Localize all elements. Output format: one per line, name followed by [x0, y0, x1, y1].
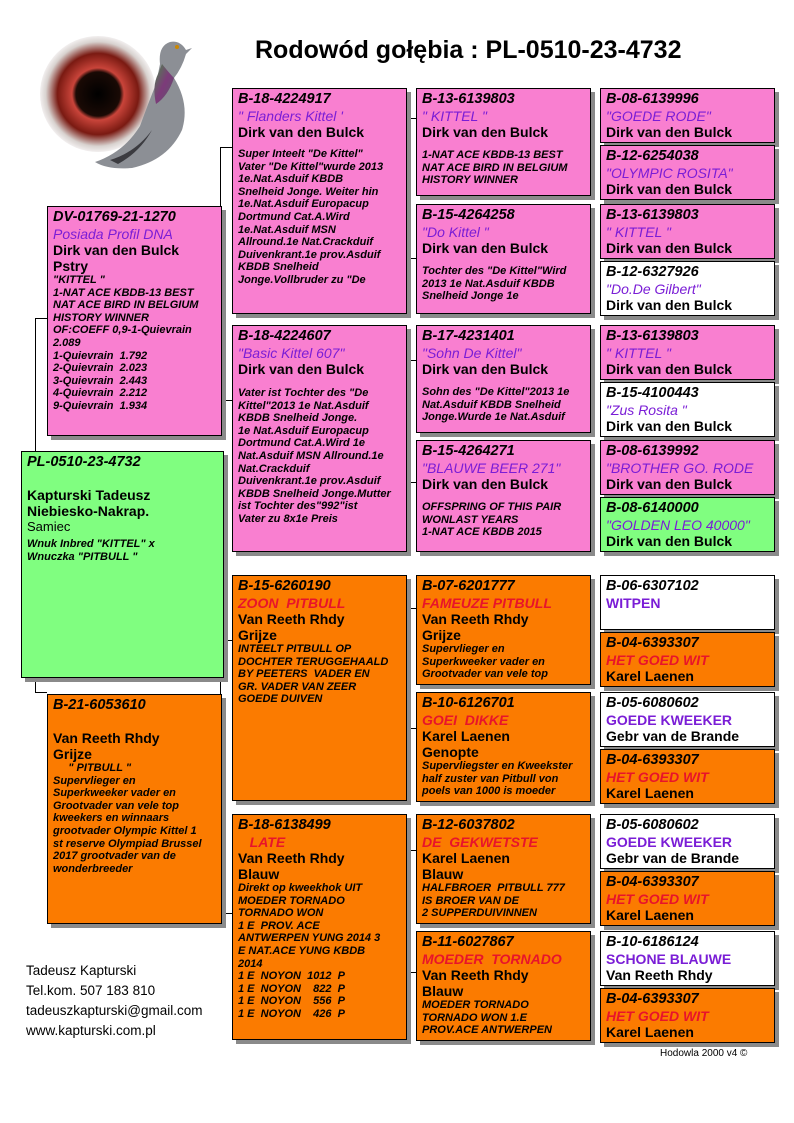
- g-name: GOEDE KWEEKER: [606, 834, 733, 850]
- g-card: [600, 440, 775, 495]
- mmf-card: [416, 814, 591, 924]
- g-ring: B-15-4100443: [606, 385, 699, 401]
- g-ring: B-04-6393307: [606, 991, 699, 1007]
- breeder-email[interactable]: tadeuszkapturski@gmail.com: [26, 1003, 203, 1018]
- g-ring: B-08-6139992: [606, 443, 699, 459]
- mm-color: Blauw: [238, 866, 280, 882]
- g-card: [600, 814, 775, 869]
- mmm-ring: B-11-6027867: [422, 934, 514, 950]
- ff-card: [232, 88, 407, 314]
- g-owner: Karel Laenen: [606, 785, 694, 801]
- ffm-note: Tochter des "De Kittel"Wird 2013 1e Nat.Asduif KBDB Snelheid Jonge 1e: [422, 265, 567, 303]
- father-card: [47, 206, 222, 436]
- subject-color: Niebiesko-Nakrap.: [27, 503, 150, 519]
- mmm-owner: Van Reeth Rhdy: [422, 967, 529, 983]
- fm-ring: B-18-4224607: [238, 328, 331, 344]
- g-card: [600, 871, 775, 926]
- page-title: Rodowód gołębia : PL-0510-23-4732: [255, 36, 682, 64]
- mff-owner: Van Reeth Rhdy: [422, 611, 529, 627]
- mf-owner: Van Reeth Rhdy: [238, 611, 345, 627]
- subject-note: Wnuk Inbred "KITTEL" x Wnuczka "PITBULL ": [27, 538, 155, 563]
- ffm-owner: Dirk van den Bulck: [422, 240, 549, 256]
- ffm-card: [416, 204, 591, 314]
- g-owner: Dirk van den Bulck: [606, 124, 733, 140]
- mff-name: FAMEUZE PITBULL: [422, 595, 552, 611]
- mff-card: [416, 575, 591, 685]
- pigeon-logo-image: [40, 34, 195, 174]
- g-ring: B-12-6254038: [606, 148, 699, 164]
- g-ring: B-12-6327926: [606, 264, 699, 280]
- father-owner: Dirk van den Bulck: [53, 242, 180, 258]
- connector-line: [407, 258, 416, 259]
- connector-line: [407, 972, 416, 973]
- mf-color: Grijze: [238, 627, 277, 643]
- g-ring: B-10-6186124: [606, 934, 699, 950]
- g-ring: B-08-6139996: [606, 91, 699, 107]
- mfm-ring: B-10-6126701: [422, 695, 515, 711]
- g-name: SCHONE BLAUWE: [606, 951, 732, 967]
- fm-note: Vater ist Tochter des "De Kittel"2013 1e Nat.Asduif KBDB Snelheid Jonge. 1e Nat.Asduif Europacup Dortmund Cat.A.Wird 1e Nat.Asduif MSN Allround.1e Nat.Crackduif Duivenkrant.1e prov.Asduif KBDB Snelheid Jonge.Mutter ist Tochter des"992"ist Vater zu 8x1e Preis: [238, 387, 391, 525]
- g-card: [600, 88, 775, 143]
- version-label: Hodowla 2000 v4 ©: [660, 1048, 748, 1059]
- fmm-ring: B-15-4264271: [422, 443, 515, 459]
- mf-card: [232, 575, 407, 801]
- subject-owner: Kapturski Tadeusz: [27, 487, 151, 503]
- fm-card: [232, 325, 407, 552]
- connector-line: [407, 608, 416, 609]
- father-ring: DV-01769-21-1270: [53, 209, 176, 225]
- g-name: HET GOED WIT: [606, 769, 709, 785]
- g-name: HET GOED WIT: [606, 1008, 709, 1024]
- g-name: "BROTHER GO. RODE: [606, 460, 754, 476]
- ff-ring: B-18-4224917: [238, 91, 331, 107]
- mm-card: [232, 814, 407, 1040]
- g-name: "Do.De Gilbert": [606, 281, 701, 297]
- mff-ring: B-07-6201777: [422, 578, 515, 594]
- g-card: [600, 497, 775, 552]
- mfm-name: GOEI DIKKE: [422, 712, 509, 728]
- g-name: GOEDE KWEEKER: [606, 712, 733, 728]
- connector-line: [407, 118, 416, 119]
- mmf-note: HALFBROER PITBULL 777 IS BROER VAN DE 2 SUPPERDUIVINNEN: [422, 882, 565, 920]
- g-owner: Gebr van de Brande: [606, 728, 740, 744]
- fmf-card: [416, 325, 591, 433]
- fff-ring: B-13-6139803: [422, 91, 515, 107]
- g-owner: Gebr van de Brande: [606, 850, 740, 866]
- mfm-owner: Karel Laenen: [422, 728, 510, 744]
- g-name: HET GOED WIT: [606, 652, 709, 668]
- g-card: [600, 988, 775, 1043]
- ffm-ring: B-15-4264258: [422, 207, 515, 223]
- breeder-phone: Tel.kom. 507 183 810: [26, 983, 156, 998]
- g-card: [600, 261, 775, 316]
- g-owner: Karel Laenen: [606, 1024, 694, 1040]
- fff-name: " KITTEL ": [422, 108, 487, 124]
- subject-sex: Samiec: [27, 519, 71, 534]
- connector-line: [407, 608, 408, 728]
- mother-color: Grijze: [53, 746, 92, 762]
- mff-color: Grijze: [422, 627, 461, 643]
- mm-ring: B-18-6138499: [238, 817, 331, 833]
- mmf-owner: Karel Laenen: [422, 850, 510, 866]
- g-name: "GOLDEN LEO 40000": [606, 517, 750, 533]
- mmf-ring: B-12-6037802: [422, 817, 515, 833]
- mf-ring: B-15-6260190: [238, 578, 331, 594]
- fmf-ring: B-17-4231401: [422, 328, 515, 344]
- g-ring: B-08-6140000: [606, 500, 699, 516]
- g-owner: Karel Laenen: [606, 668, 694, 684]
- mff-note: Supervlieger en Superkweeker vader en Grootvader van vele top: [422, 643, 548, 681]
- mf-note: INTEELT PITBULL OP DOCHTER TERUGGEHAALD BY PEETERS VADER EN GR. VADER VAN ZEER GOEDE DUIVEN: [238, 643, 389, 706]
- mfm-card: [416, 692, 591, 802]
- g-owner: Dirk van den Bulck: [606, 361, 733, 377]
- connector-line: [35, 318, 47, 319]
- breeder-website[interactable]: www.kapturski.com.pl: [26, 1023, 156, 1038]
- mm-note: Direkt op kweekhok UIT MOEDER TORNADO TORNADO WON 1 E PROV. ACE ANTWERPEN YUNG 2014 3 E NAT.ACE YUNG KBDB 2014 1 E NOYON 1012 P 1 E NOYON 822 P 1 E NOYON 556 P 1 E NOYON 426 P: [238, 882, 381, 1020]
- fmf-owner: Dirk van den Bulck: [422, 361, 549, 377]
- g-owner: Van Reeth Rhdy: [606, 967, 713, 983]
- g-owner: Dirk van den Bulck: [606, 297, 733, 313]
- connector-line: [407, 850, 416, 851]
- g-name: " KITTEL ": [606, 345, 671, 361]
- mmf-color: Blauw: [422, 866, 464, 882]
- g-owner: Dirk van den Bulck: [606, 181, 733, 197]
- ff-name: " Flanders Kittel ': [238, 108, 343, 124]
- mm-name: LATE: [238, 834, 286, 850]
- father-color: Pstry: [53, 258, 89, 274]
- connector-line: [220, 147, 232, 148]
- mother-owner: Van Reeth Rhdy: [53, 730, 160, 746]
- mother-note: " PITBULL " Supervlieger en Superkweeker vader en Grootvader van vele top kweekers en winnaars grootvader Olympic Kittel 1 st reserve Olympiad Brussel 2017 grootvader van de wonderbreeder: [53, 762, 202, 875]
- father-note: "KITTEL " 1-NAT ACE KBDB-13 BEST NAT ACE BIRD IN BELGIUM HISTORY WINNER OF:COEFF 0,9-1-Quievrain 2.089 1-Quievrain 1.792 2-Quievrain 2.023 3-Quievrain 2.443 4-Quievrain 2.212 9-Quievrain 1.934: [53, 274, 199, 412]
- father-name: Posiada Profil DNA: [53, 226, 173, 242]
- g-card: [600, 931, 775, 986]
- fmm-name: "BLAUWE BEER 271": [422, 460, 561, 476]
- g-card: [600, 575, 775, 630]
- g-card: [600, 749, 775, 804]
- g-owner: Dirk van den Bulck: [606, 476, 733, 492]
- mfm-color: Genopte: [422, 744, 479, 760]
- mmf-name: DE GEKWETSTE: [422, 834, 538, 850]
- mf-name: ZOON PITBULL: [238, 595, 346, 611]
- g-name: WITPEN: [606, 595, 661, 611]
- contact-info: [26, 961, 203, 1041]
- g-ring: B-13-6139803: [606, 328, 699, 344]
- g-ring: B-04-6393307: [606, 874, 699, 890]
- g-card: [600, 632, 775, 687]
- fmm-note: OFFSPRING OF THIS PAIR WONLAST YEARS 1-NAT ACE KBDB 2015: [422, 501, 562, 539]
- mm-owner: Van Reeth Rhdy: [238, 850, 345, 866]
- connector-line: [407, 118, 408, 258]
- g-ring: B-05-6080602: [606, 695, 699, 711]
- fff-owner: Dirk van den Bulck: [422, 124, 549, 140]
- fm-owner: Dirk van den Bulck: [238, 361, 365, 377]
- connector-line: [407, 850, 408, 972]
- connector-line: [407, 482, 416, 483]
- breeder-name: Tadeusz Kapturski: [26, 963, 137, 978]
- g-owner: Dirk van den Bulck: [606, 418, 733, 434]
- ffm-name: "Do Kittel ": [422, 224, 489, 240]
- g-name: HET GOED WIT: [606, 891, 709, 907]
- g-owner: Karel Laenen: [606, 907, 694, 923]
- mmm-note: MOEDER TORNADO TORNADO WON 1.E PROV.ACE ANTWERPEN: [422, 999, 552, 1037]
- g-owner: Dirk van den Bulck: [606, 533, 733, 549]
- fmf-note: Sohn des "De Kittel"2013 1e Nat.Asduif KBDB Snelheid Jonge.Wurde 1e Nat.Asduif: [422, 386, 570, 424]
- connector-line: [407, 360, 416, 361]
- fmm-owner: Dirk van den Bulck: [422, 476, 549, 492]
- connector-line: [35, 692, 47, 693]
- subject-card: [21, 451, 224, 678]
- g-name: "Zus Rosita ": [606, 402, 687, 418]
- fmm-card: [416, 440, 591, 552]
- ff-note: Super Inteelt "De Kittel" Vater "De Kittel"wurde 2013 1e.Nat.Asduif KBDB Snelheid Jonge. Weiter hin 1e.Nat.Asduif Europacup Dortmund Cat.A.Wird 1e.Nat.Asduif MSN Allround.1e Nat.Crackduif Duivenkrant.1e prov.Asduif KBDB Snelheid Jonge.Vollbruder zu "De: [238, 148, 384, 286]
- mfm-note: Supervliegster en Kweekster half zuster van Pitbull von poels van 1000 is moeder: [422, 760, 573, 798]
- connector-line: [407, 360, 408, 482]
- subject-ring: PL-0510-23-4732: [27, 454, 141, 470]
- g-ring: B-04-6393307: [606, 752, 699, 768]
- g-card: [600, 204, 775, 259]
- g-card: [600, 325, 775, 380]
- g-ring: B-06-6307102: [606, 578, 699, 594]
- mother-card: [47, 694, 222, 924]
- g-owner: Dirk van den Bulck: [606, 240, 733, 256]
- mmm-color: Blauw: [422, 983, 464, 999]
- g-card: [600, 692, 775, 747]
- g-name: "OLYMPIC ROSITA": [606, 165, 733, 181]
- fm-name: "Basic Kittel 607": [238, 345, 345, 361]
- g-name: " KITTEL ": [606, 224, 671, 240]
- g-ring: B-05-6080602: [606, 817, 699, 833]
- ff-owner: Dirk van den Bulck: [238, 124, 365, 140]
- connector-line: [407, 728, 416, 729]
- g-card: [600, 382, 775, 437]
- g-name: "GOEDE RODE": [606, 108, 711, 124]
- fff-note: 1-NAT ACE KBDB-13 BEST NAT ACE BIRD IN BELGIUM HISTORY WINNER: [422, 149, 568, 187]
- fff-card: [416, 88, 591, 196]
- mmm-card: [416, 931, 591, 1041]
- fmf-name: "Sohn De Kittel": [422, 345, 522, 361]
- g-ring: B-04-6393307: [606, 635, 699, 651]
- mother-ring: B-21-6053610: [53, 697, 146, 713]
- g-ring: B-13-6139803: [606, 207, 699, 223]
- mmm-name: MOEDER TORNADO: [422, 951, 562, 967]
- g-card: [600, 145, 775, 200]
